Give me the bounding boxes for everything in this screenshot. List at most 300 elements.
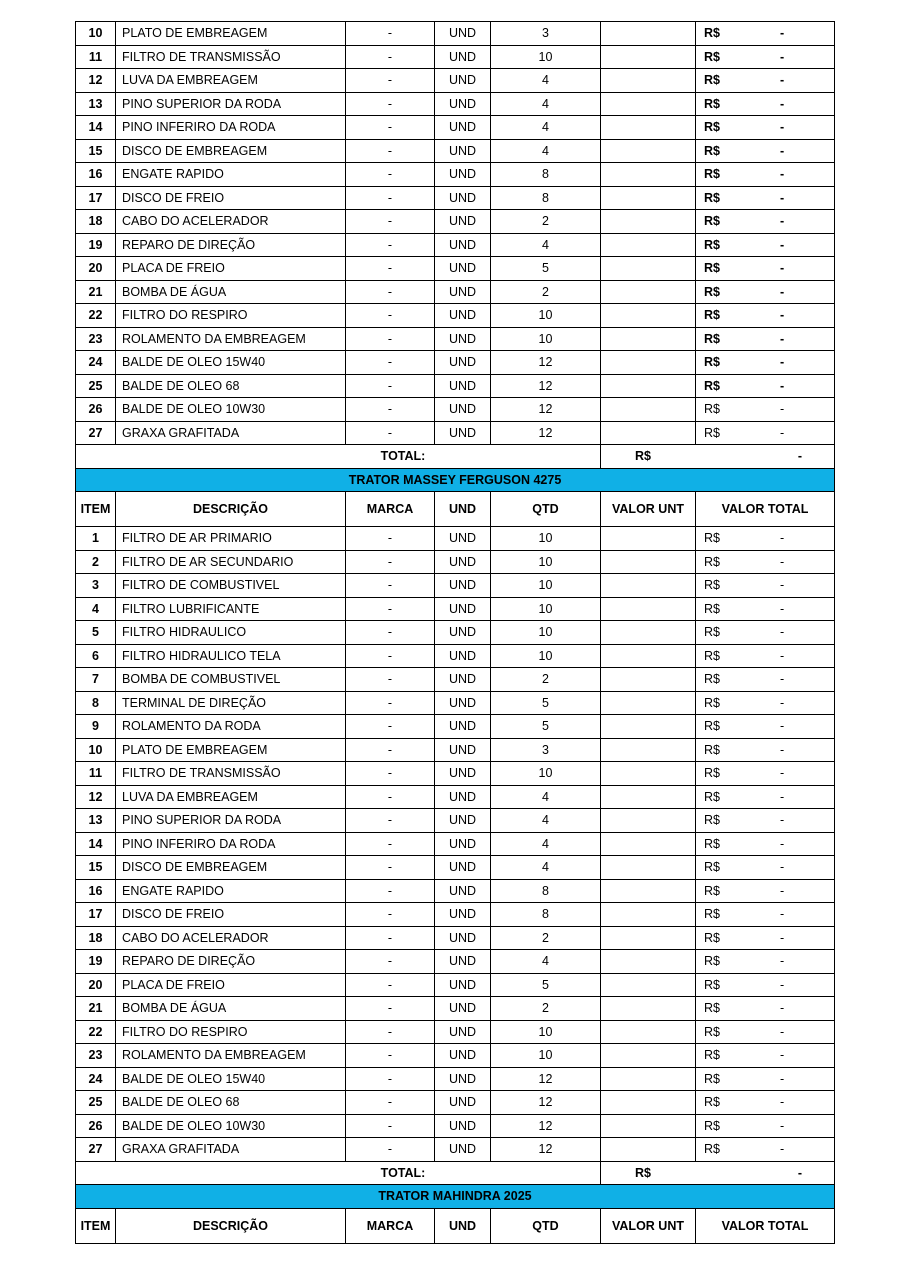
- total-value: -: [696, 445, 835, 469]
- item-brand: -: [346, 1114, 435, 1138]
- item-total-price: [696, 879, 835, 903]
- table-row: [76, 327, 835, 351]
- currency-symbol: R$: [704, 789, 720, 804]
- item-quantity: 5: [491, 691, 601, 715]
- currency-symbol: R$: [704, 883, 720, 898]
- currency-symbol: R$: [704, 1118, 720, 1133]
- item-unit: UND: [435, 903, 491, 927]
- item-description: ROLAMENTO DA RODA: [116, 715, 346, 739]
- item-unit: UND: [435, 738, 491, 762]
- item-unit-price: [601, 903, 696, 927]
- item-quantity: 10: [491, 45, 601, 69]
- item-brand: -: [346, 762, 435, 786]
- item-quantity: 12: [491, 421, 601, 445]
- item-unit: UND: [435, 1114, 491, 1138]
- currency-symbol: R$: [704, 120, 720, 134]
- item-unit: UND: [435, 257, 491, 281]
- item-total-price: [696, 973, 835, 997]
- item-description: PLACA DE FREIO: [116, 973, 346, 997]
- item-quantity: 4: [491, 116, 601, 140]
- item-brand: -: [346, 1067, 435, 1091]
- item-number: 5: [76, 621, 116, 645]
- item-unit: UND: [435, 574, 491, 598]
- column-header-und: UND: [435, 1208, 491, 1243]
- item-brand: -: [346, 973, 435, 997]
- total-value: -: [780, 73, 785, 87]
- table-row: [76, 856, 835, 880]
- item-unit-price: [601, 304, 696, 328]
- currency-symbol: R$: [704, 860, 720, 874]
- item-brand: -: [346, 1091, 435, 1115]
- item-total-price: [696, 574, 835, 598]
- table-row: [76, 1138, 835, 1162]
- item-brand: -: [346, 163, 435, 187]
- item-unit-price: [601, 210, 696, 234]
- currency-symbol: R$: [704, 26, 720, 40]
- table-row: [76, 903, 835, 927]
- table-row: [76, 69, 835, 93]
- table-row: [76, 973, 835, 997]
- item-unit: UND: [435, 210, 491, 234]
- item-total-price: [696, 738, 835, 762]
- table-row: [76, 233, 835, 257]
- item-unit-price: [601, 1044, 696, 1068]
- item-unit: UND: [435, 550, 491, 574]
- table-row: [76, 92, 835, 116]
- total-value: -: [780, 308, 785, 322]
- item-unit-price: [601, 1020, 696, 1044]
- table-row: [76, 163, 835, 187]
- column-header-item: ITEM: [76, 1208, 116, 1243]
- item-total-price: [696, 691, 835, 715]
- item-total-price: [696, 1020, 835, 1044]
- item-brand: -: [346, 550, 435, 574]
- item-description: PINO SUPERIOR DA RODA: [116, 809, 346, 833]
- table-row: [76, 668, 835, 692]
- item-description: FILTRO DO RESPIRO: [116, 1020, 346, 1044]
- item-brand: -: [346, 351, 435, 375]
- item-total-price: [696, 926, 835, 950]
- item-description: BOMBA DE ÁGUA: [116, 280, 346, 304]
- item-quantity: 8: [491, 186, 601, 210]
- item-number: 10: [76, 738, 116, 762]
- currency-symbol: R$: [704, 143, 720, 158]
- item-total-price: [696, 668, 835, 692]
- item-brand: -: [346, 280, 435, 304]
- item-brand: -: [346, 69, 435, 93]
- currency-symbol: R$: [704, 308, 720, 322]
- item-brand: -: [346, 879, 435, 903]
- currency-symbol: R$: [704, 813, 720, 827]
- item-number: 19: [76, 950, 116, 974]
- item-quantity: 12: [491, 1067, 601, 1091]
- item-number: 6: [76, 644, 116, 668]
- item-number: 17: [76, 903, 116, 927]
- item-quantity: 10: [491, 762, 601, 786]
- item-total-price: [696, 1067, 835, 1091]
- item-description: BALDE DE OLEO 68: [116, 374, 346, 398]
- item-number: 20: [76, 257, 116, 281]
- column-header-item: ITEM: [76, 492, 116, 527]
- item-total-price: [696, 644, 835, 668]
- item-total-price: [696, 257, 835, 281]
- item-unit-price: [601, 1091, 696, 1115]
- item-number: 13: [76, 809, 116, 833]
- item-unit-price: [601, 691, 696, 715]
- item-unit: UND: [435, 327, 491, 351]
- total-value: -: [780, 1095, 785, 1109]
- item-total-price: [696, 832, 835, 856]
- item-unit-price: [601, 139, 696, 163]
- item-total-price: [696, 92, 835, 116]
- item-unit: UND: [435, 1044, 491, 1068]
- currency-symbol: R$: [704, 719, 720, 733]
- table-row: [76, 832, 835, 856]
- item-brand: -: [346, 421, 435, 445]
- header-row: [76, 1208, 835, 1243]
- total-value: -: [780, 261, 785, 275]
- section-title-row: [76, 1185, 835, 1209]
- item-total-price: [696, 45, 835, 69]
- item-unit: UND: [435, 69, 491, 93]
- item-number: 27: [76, 421, 116, 445]
- currency-symbol: R$: [704, 1095, 720, 1109]
- item-unit: UND: [435, 1091, 491, 1115]
- table-row: [76, 691, 835, 715]
- item-quantity: 4: [491, 950, 601, 974]
- item-unit: UND: [435, 997, 491, 1021]
- item-unit-price: [601, 926, 696, 950]
- item-quantity: 10: [491, 1020, 601, 1044]
- total-value: -: [780, 49, 785, 64]
- total-value: -: [780, 954, 785, 968]
- item-number: 23: [76, 1044, 116, 1068]
- item-number: 20: [76, 973, 116, 997]
- item-unit-price: [601, 809, 696, 833]
- total-value: -: [780, 554, 785, 569]
- item-number: 22: [76, 1020, 116, 1044]
- currency-symbol: R$: [704, 1048, 720, 1062]
- item-number: 18: [76, 210, 116, 234]
- item-description: FILTRO HIDRAULICO TELA: [116, 644, 346, 668]
- total-value: -: [780, 648, 785, 663]
- total-value: -: [780, 719, 785, 733]
- total-value: -: [780, 695, 785, 710]
- currency-symbol: R$: [704, 930, 720, 945]
- item-total-price: [696, 762, 835, 786]
- item-number: 9: [76, 715, 116, 739]
- item-unit-price: [601, 950, 696, 974]
- total-value: -: [780, 789, 785, 804]
- total-value: -: [780, 977, 785, 992]
- item-description: FILTRO DE AR PRIMARIO: [116, 527, 346, 551]
- table-row: [76, 257, 835, 281]
- item-description: FILTRO DE COMBUSTIVEL: [116, 574, 346, 598]
- item-description: BALDE DE OLEO 10W30: [116, 1114, 346, 1138]
- item-unit-price: [601, 879, 696, 903]
- item-number: 23: [76, 327, 116, 351]
- table-row: [76, 304, 835, 328]
- item-unit-price: [601, 668, 696, 692]
- item-unit: UND: [435, 186, 491, 210]
- item-description: BOMBA DE ÁGUA: [116, 997, 346, 1021]
- item-unit-price: [601, 92, 696, 116]
- total-value: -: [780, 331, 785, 346]
- item-total-price: [696, 210, 835, 234]
- item-quantity: 4: [491, 856, 601, 880]
- item-description: FILTRO DO RESPIRO: [116, 304, 346, 328]
- item-unit: UND: [435, 809, 491, 833]
- item-unit-price: [601, 116, 696, 140]
- total-label: TOTAL:: [76, 1161, 601, 1185]
- currency-symbol: R$: [704, 425, 720, 440]
- item-unit-price: [601, 233, 696, 257]
- item-number: 21: [76, 997, 116, 1021]
- item-unit-price: [601, 527, 696, 551]
- total-value: -: [780, 1118, 785, 1133]
- item-quantity: 10: [491, 644, 601, 668]
- item-description: LUVA DA EMBREAGEM: [116, 785, 346, 809]
- item-quantity: 4: [491, 139, 601, 163]
- item-unit-price: [601, 621, 696, 645]
- item-number: 8: [76, 691, 116, 715]
- item-description: REPARO DE DIREÇÃO: [116, 233, 346, 257]
- total-value: -: [780, 1048, 785, 1062]
- currency-symbol: R$: [704, 261, 720, 275]
- currency-symbol: R$: [704, 402, 720, 416]
- currency-symbol: R$: [704, 601, 720, 616]
- item-brand: -: [346, 715, 435, 739]
- item-total-price: [696, 809, 835, 833]
- total-value: -: [780, 167, 785, 181]
- item-unit: UND: [435, 926, 491, 950]
- total-value: -: [780, 425, 785, 440]
- item-number: 1: [76, 527, 116, 551]
- item-number: 16: [76, 163, 116, 187]
- total-value: -: [780, 907, 785, 921]
- item-quantity: 4: [491, 832, 601, 856]
- currency-symbol: R$: [704, 554, 720, 569]
- currency-symbol: R$: [704, 836, 720, 851]
- item-total-price: [696, 22, 835, 46]
- item-unit: UND: [435, 351, 491, 375]
- item-unit: UND: [435, 785, 491, 809]
- item-number: 7: [76, 668, 116, 692]
- item-number: 19: [76, 233, 116, 257]
- item-description: PLATO DE EMBREAGEM: [116, 738, 346, 762]
- total-value: -: [780, 284, 785, 299]
- column-header-und: UND: [435, 492, 491, 527]
- item-number: 21: [76, 280, 116, 304]
- item-quantity: 2: [491, 997, 601, 1021]
- item-total-price: [696, 550, 835, 574]
- item-number: 26: [76, 1114, 116, 1138]
- table-row: [76, 715, 835, 739]
- total-currency: [601, 445, 696, 469]
- item-total-price: [696, 715, 835, 739]
- item-brand: -: [346, 644, 435, 668]
- item-quantity: 8: [491, 163, 601, 187]
- item-total-price: [696, 785, 835, 809]
- item-brand: -: [346, 45, 435, 69]
- item-total-price: [696, 327, 835, 351]
- item-total-price: [696, 69, 835, 93]
- item-total-price: [696, 903, 835, 927]
- item-total-price: [696, 139, 835, 163]
- item-unit-price: [601, 186, 696, 210]
- item-quantity: 12: [491, 351, 601, 375]
- total-value: -: [780, 578, 785, 592]
- item-unit: UND: [435, 950, 491, 974]
- item-unit: UND: [435, 1020, 491, 1044]
- item-total-price: [696, 421, 835, 445]
- item-quantity: 12: [491, 398, 601, 422]
- item-unit: UND: [435, 92, 491, 116]
- item-unit: UND: [435, 715, 491, 739]
- item-total-price: [696, 1138, 835, 1162]
- item-brand: -: [346, 186, 435, 210]
- item-description: FILTRO LUBRIFICANTE: [116, 597, 346, 621]
- item-number: 22: [76, 304, 116, 328]
- item-total-price: [696, 1114, 835, 1138]
- item-quantity: 10: [491, 527, 601, 551]
- item-total-price: [696, 1091, 835, 1115]
- item-unit-price: [601, 1138, 696, 1162]
- item-unit-price: [601, 257, 696, 281]
- column-header-descricao: DESCRIÇÃO: [116, 1208, 346, 1243]
- currency-symbol: R$: [704, 167, 720, 181]
- item-quantity: 10: [491, 597, 601, 621]
- item-unit-price: [601, 550, 696, 574]
- item-brand: -: [346, 374, 435, 398]
- item-quantity: 2: [491, 280, 601, 304]
- item-brand: -: [346, 1020, 435, 1044]
- total-value: -: [780, 214, 785, 228]
- item-description: ENGATE RAPIDO: [116, 879, 346, 903]
- item-unit: UND: [435, 762, 491, 786]
- table-row: [76, 997, 835, 1021]
- item-quantity: 12: [491, 1091, 601, 1115]
- header-row: [76, 492, 835, 527]
- item-unit-price: [601, 374, 696, 398]
- table-row: [76, 280, 835, 304]
- total-value: -: [780, 355, 785, 369]
- currency-symbol: R$: [704, 578, 720, 592]
- total-value: -: [780, 1001, 785, 1015]
- currency-symbol: R$: [704, 190, 720, 205]
- item-unit-price: [601, 398, 696, 422]
- column-header-valor-total: VALOR TOTAL: [696, 1208, 835, 1243]
- currency-symbol: R$: [704, 625, 720, 639]
- item-unit-price: [601, 421, 696, 445]
- total-value: -: [780, 1024, 785, 1039]
- item-description: ENGATE RAPIDO: [116, 163, 346, 187]
- item-unit-price: [601, 762, 696, 786]
- item-brand: -: [346, 903, 435, 927]
- total-value: -: [780, 813, 785, 827]
- item-quantity: 2: [491, 210, 601, 234]
- item-quantity: 4: [491, 809, 601, 833]
- item-number: 13: [76, 92, 116, 116]
- currency-symbol: R$: [704, 672, 720, 686]
- total-value: -: [780, 1071, 785, 1086]
- item-brand: -: [346, 1138, 435, 1162]
- column-header-qtd: QTD: [491, 492, 601, 527]
- item-brand: -: [346, 210, 435, 234]
- currency-symbol: R$: [704, 355, 720, 369]
- parts-table: [75, 21, 835, 1244]
- item-brand: -: [346, 691, 435, 715]
- item-number: 3: [76, 574, 116, 598]
- section-title: TRATOR MAHINDRA 2025: [76, 1185, 835, 1209]
- item-description: DISCO DE FREIO: [116, 903, 346, 927]
- section-title-row: [76, 468, 835, 492]
- item-total-price: [696, 527, 835, 551]
- item-total-price: [696, 280, 835, 304]
- item-number: 10: [76, 22, 116, 46]
- item-quantity: 10: [491, 621, 601, 645]
- item-number: 24: [76, 1067, 116, 1091]
- section-title: TRATOR MASSEY FERGUSON 4275: [76, 468, 835, 492]
- item-unit: UND: [435, 691, 491, 715]
- currency-symbol: R$: [704, 331, 720, 346]
- item-number: 25: [76, 1091, 116, 1115]
- item-unit-price: [601, 327, 696, 351]
- item-unit: UND: [435, 22, 491, 46]
- item-number: 18: [76, 926, 116, 950]
- currency-symbol: R$: [704, 1142, 720, 1156]
- total-value: -: [780, 625, 785, 639]
- item-unit: UND: [435, 1138, 491, 1162]
- item-brand: -: [346, 809, 435, 833]
- item-unit: UND: [435, 116, 491, 140]
- currency-symbol: R$: [704, 1024, 720, 1039]
- item-unit: UND: [435, 280, 491, 304]
- item-unit-price: [601, 22, 696, 46]
- item-quantity: 2: [491, 926, 601, 950]
- item-description: PINO INFERIRO DA RODA: [116, 116, 346, 140]
- item-quantity: 4: [491, 233, 601, 257]
- item-unit: UND: [435, 139, 491, 163]
- item-quantity: 8: [491, 903, 601, 927]
- item-unit-price: [601, 715, 696, 739]
- total-value: -: [780, 120, 785, 134]
- total-value: -: [780, 836, 785, 851]
- item-description: FILTRO HIDRAULICO: [116, 621, 346, 645]
- table-row: [76, 1114, 835, 1138]
- item-description: BALDE DE OLEO 10W30: [116, 398, 346, 422]
- column-header-valor-unt: VALOR UNT: [601, 492, 696, 527]
- total-value: -: [696, 1161, 835, 1185]
- item-total-price: [696, 374, 835, 398]
- item-unit-price: [601, 832, 696, 856]
- table-row: [76, 879, 835, 903]
- item-quantity: 10: [491, 574, 601, 598]
- item-description: BALDE DE OLEO 15W40: [116, 351, 346, 375]
- item-brand: -: [346, 997, 435, 1021]
- currency-symbol: R$: [704, 378, 720, 393]
- item-unit: UND: [435, 856, 491, 880]
- item-unit: UND: [435, 233, 491, 257]
- item-quantity: 4: [491, 92, 601, 116]
- table-row: [76, 374, 835, 398]
- column-header-valor-total: VALOR TOTAL: [696, 492, 835, 527]
- total-value: -: [780, 766, 785, 780]
- table-row: [76, 45, 835, 69]
- item-description: LUVA DA EMBREAGEM: [116, 69, 346, 93]
- total-row: [76, 1161, 835, 1185]
- currency-symbol: R$: [704, 742, 720, 757]
